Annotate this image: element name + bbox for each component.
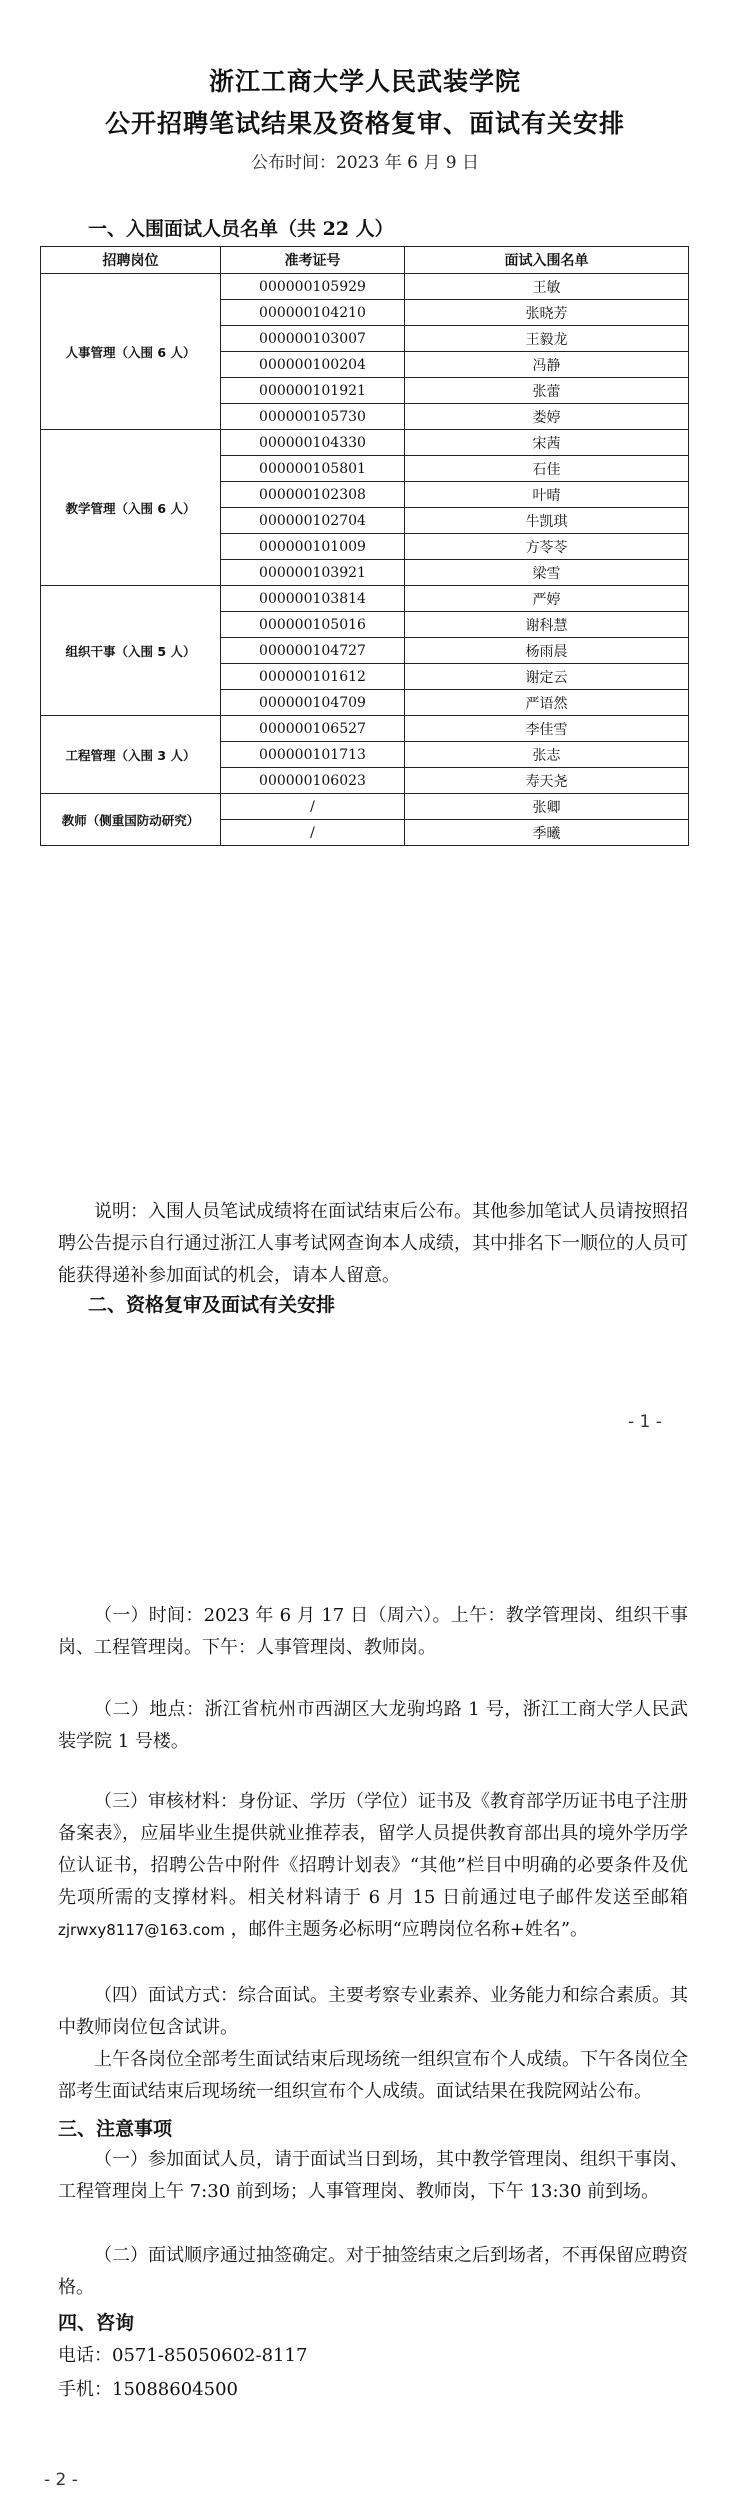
exam-id-cell: 000000101009: [221, 534, 405, 560]
position-cell: 工程管理（入围 3 人）: [41, 716, 221, 794]
section3-heading: 三、注意事项: [58, 2118, 173, 2140]
section1-heading: 一、入围面试人员名单（共 22 人）: [88, 218, 394, 240]
exam-id-cell: 000000103007: [221, 326, 405, 352]
position-cell: 教学管理（入围 6 人）: [41, 430, 221, 586]
arrangement-place: （二）地点：浙江省杭州市西湖区大龙驹坞路 1 号，浙江工商大学人民武装学院 1 号楼。: [58, 1699, 688, 1752]
exam-id-cell: 000000103921: [221, 560, 405, 586]
exam-id-cell: 000000104210: [221, 300, 405, 326]
interview-roster-table: [40, 246, 689, 846]
candidate-name-cell: 张卿: [405, 794, 689, 820]
position-cell: 组织干事（入围 5 人）: [41, 586, 221, 716]
candidate-name-cell: 严语然: [405, 690, 689, 716]
exam-id-cell: 000000105929: [221, 274, 405, 300]
table-row: [41, 430, 689, 456]
candidate-name-cell: 张志: [405, 742, 689, 768]
exam-id-cell: 000000100204: [221, 352, 405, 378]
exam-id-cell: 000000102704: [221, 508, 405, 534]
table-row: [41, 716, 689, 742]
exam-id-cell: 000000106023: [221, 768, 405, 794]
candidate-name-cell: 叶晴: [405, 482, 689, 508]
publish-date: 公布时间：2023 年 6 月 9 日: [251, 153, 479, 173]
candidate-name-cell: 李佳雪: [405, 716, 689, 742]
document-title-line2: 公开招聘笔试结果及资格复审、面试有关安排: [104, 109, 625, 138]
page-number-2: - 2 -: [44, 2470, 78, 2490]
candidate-name-cell: 寿天尧: [405, 768, 689, 794]
exam-id-cell: 000000103814: [221, 586, 405, 612]
candidate-name-cell: 梁雪: [405, 560, 689, 586]
materials-text: （三）审核材料：身份证、学历（学位）证书及《教育部学历证书电子注册备案表》，应届毕业生提供就业推荐表，留学人员提供教育部出具的境外学历学位认证书，招聘公告中附件《招聘计划表》“其他”栏目中明确的必要条件及优先项所需的支撑材料。相关材料请于 6 月 15 日前通过电子邮件发送至邮箱: [58, 1791, 688, 1908]
section1-note: 说明：入围人员笔试成绩将在面试结束后公布。其他参加笔试人员请按照招聘公告提示自行通过浙江人事考试网查询本人成绩，其中排名下一顺位的人员可能获得递补参加面试的机会，请本人留意。: [58, 1201, 688, 1286]
exam-id-cell: /: [221, 794, 405, 820]
exam-id-cell: 000000105801: [221, 456, 405, 482]
candidate-name-cell: 石佳: [405, 456, 689, 482]
exam-id-cell: 000000101612: [221, 664, 405, 690]
contact-email: zjrwxy8117@163.com: [58, 1921, 225, 1939]
exam-id-cell: 000000101921: [221, 378, 405, 404]
contact-phone: 电话：0571-85050602-8117: [58, 2345, 308, 2366]
candidate-name-cell: 冯静: [405, 352, 689, 378]
table-row: [41, 794, 689, 820]
table-row: [41, 274, 689, 300]
candidate-name-cell: 张蕾: [405, 378, 689, 404]
exam-id-cell: 000000105730: [221, 404, 405, 430]
exam-id-cell: /: [221, 820, 405, 846]
candidate-name-cell: 方苓苓: [405, 534, 689, 560]
arrangement-materials: [58, 1786, 688, 1946]
candidate-name-cell: 谢定云: [405, 664, 689, 690]
arrangement-method: （四）面试方式：综合面试。主要考察专业素养、业务能力和综合素质。其中教师岗位包含试讲。: [58, 1985, 688, 2038]
exam-id-cell: 000000102308: [221, 482, 405, 508]
candidate-name-cell: 谢科慧: [405, 612, 689, 638]
notice-item-1: （一）参加面试人员，请于面试当日到场，其中教学管理岗、组织干事岗、工程管理岗上午 7:30 前到场；人事管理岗、教师岗，下午 13:30 前到场。: [58, 2149, 688, 2202]
candidate-name-cell: 张晓芳: [405, 300, 689, 326]
exam-id-cell: 000000104709: [221, 690, 405, 716]
candidate-name-cell: 杨雨晨: [405, 638, 689, 664]
candidate-name-cell: 娄婷: [405, 404, 689, 430]
arrangement-time: （一）时间：2023 年 6 月 17 日（周六）。上午：教学管理岗、组织干事岗、工程管理岗。下午：人事管理岗、教师岗。: [58, 1605, 688, 1658]
position-cell: 教师（侧重国防动研究）: [41, 794, 221, 846]
section2-heading: 二、资格复审及面试有关安排: [88, 1294, 336, 1316]
candidate-name-cell: 季曦: [405, 820, 689, 846]
exam-id-cell: 000000105016: [221, 612, 405, 638]
document-title-line1: 浙江工商大学人民武装学院: [208, 67, 521, 96]
table-row: [41, 586, 689, 612]
page-number-1: - 1 -: [628, 1412, 662, 1432]
candidate-name-cell: 牛凯琪: [405, 508, 689, 534]
position-cell: 人事管理（入围 6 人）: [41, 274, 221, 430]
candidate-name-cell: 王敏: [405, 274, 689, 300]
candidate-name-cell: 王毅龙: [405, 326, 689, 352]
table-header-row: [41, 247, 689, 274]
arrangement-results: 上午各岗位全部考生面试结束后现场统一组织宣布个人成绩。下午各岗位全部考生面试结束后现场统一组织宣布个人成绩。面试结果在我院网站公布。: [58, 2049, 688, 2102]
roster-body: [41, 274, 689, 846]
header-position: 招聘岗位: [41, 247, 221, 274]
materials-text-end: ，邮件主题务必标明“应聘岗位名称+姓名”。: [224, 1919, 589, 1940]
exam-id-cell: 000000104727: [221, 638, 405, 664]
exam-id-cell: 000000101713: [221, 742, 405, 768]
candidate-name-cell: 宋茜: [405, 430, 689, 456]
candidate-name-cell: 严婷: [405, 586, 689, 612]
exam-id-cell: 000000104330: [221, 430, 405, 456]
notice-item-2: （二）面试顺序通过抽签确定。对于抽签结束之后到场者，不再保留应聘资格。: [58, 2245, 688, 2298]
section4-heading: 四、咨询: [58, 2312, 135, 2334]
contact-mobile: 手机：15088604500: [58, 2379, 238, 2400]
exam-id-cell: 000000106527: [221, 716, 405, 742]
header-exam-id: 准考证号: [221, 247, 405, 274]
header-name: 面试入围名单: [405, 247, 689, 274]
